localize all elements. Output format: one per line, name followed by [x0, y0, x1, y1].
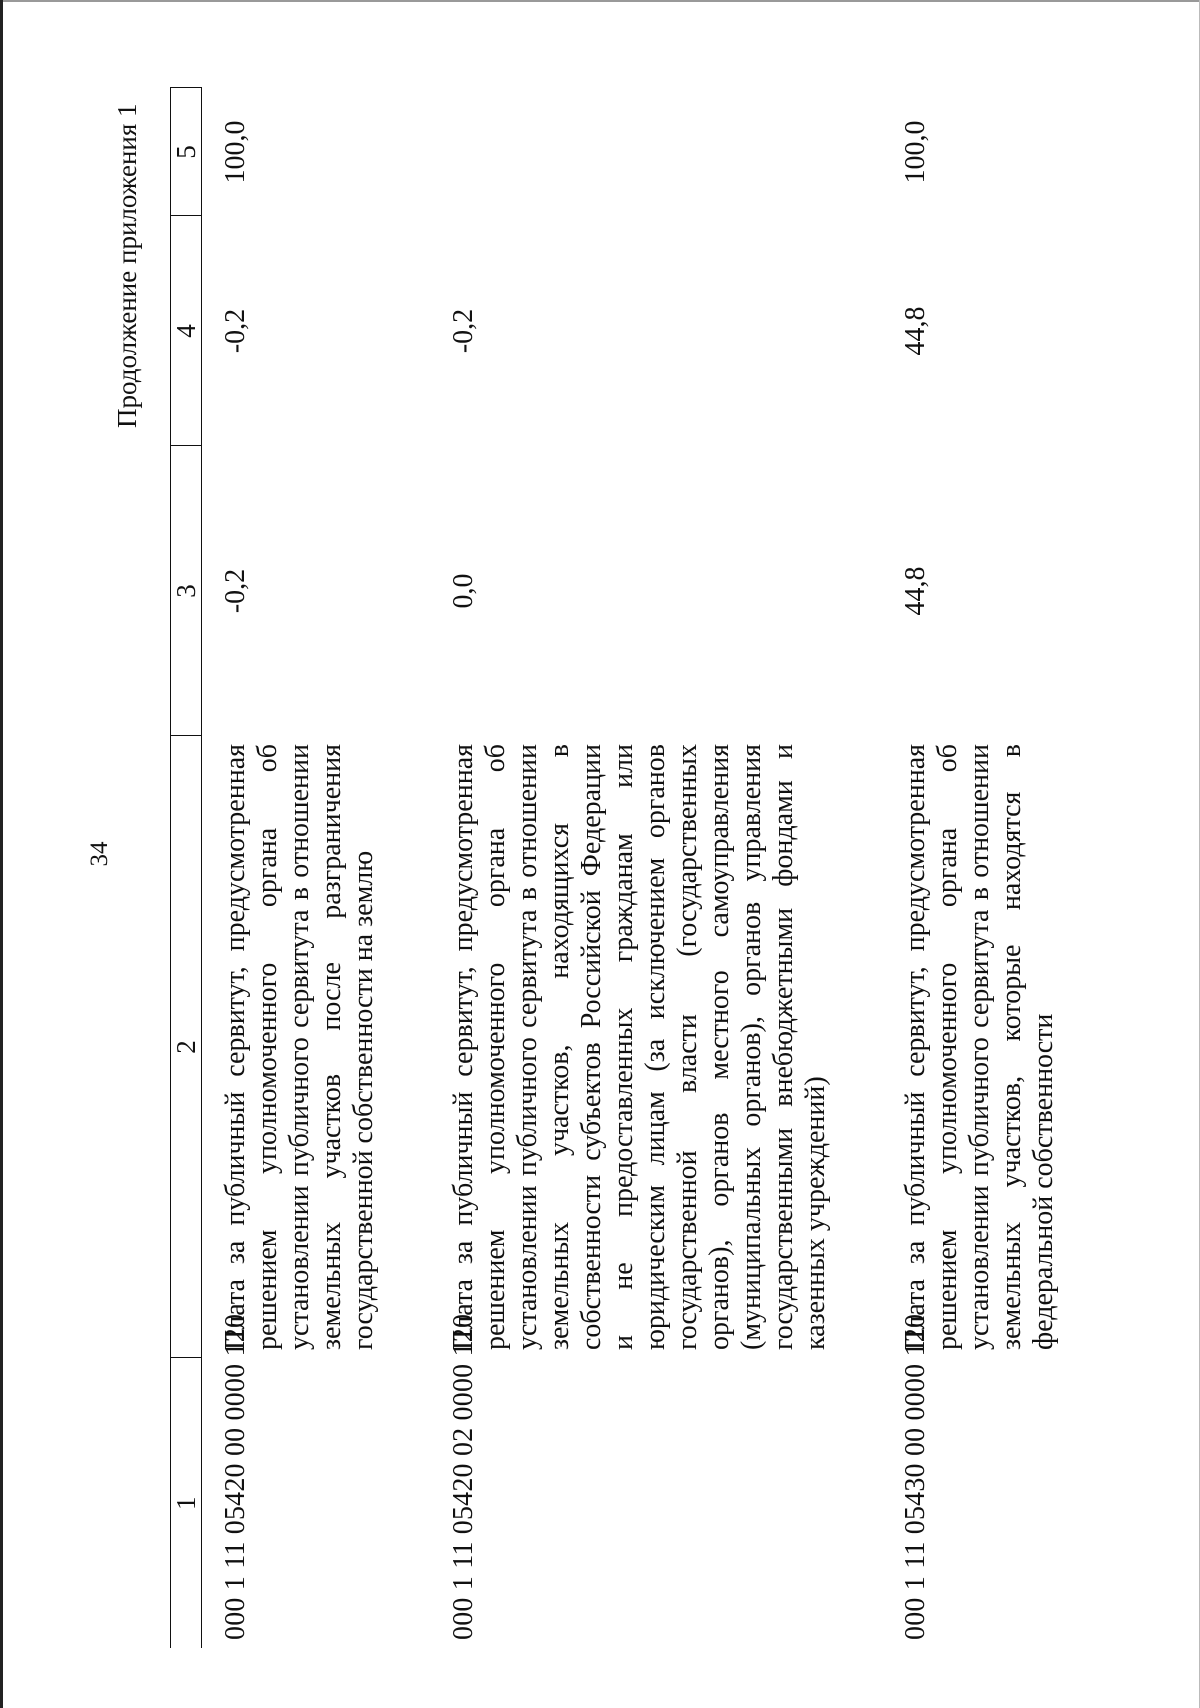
table-header-row: [171, 88, 202, 1648]
revenue-table: [170, 88, 1110, 1649]
income-name: Плата за публичный сервитут, предусмотренная решением уполномоченного органа об установлении публичного сервитута в отношении земельных участков, находящихся в собственности субъектов Российской Федерации и не предоставленных гражданам или юридическим лицам (за исключением органов государственной власти (государственных органов), органов местного самоуправления (муниципальных органов), органов управления государственными внебюджетными фондами и казенных учреждений): [448, 744, 831, 1350]
column-header-2: 2: [171, 736, 202, 1358]
table-row: [882, 88, 1110, 1648]
value-col4: 44,8: [900, 306, 931, 356]
value-col4: -0,2: [448, 308, 479, 354]
income-name: Плата за публичный сервитут, предусмотренная решением уполномоченного органа об установлении публичного сервитута в отношении земельных участков после разграничения государственной собственности на землю: [220, 744, 379, 1350]
value-col3: 0,0: [448, 573, 479, 609]
value-col3: -0,2: [220, 568, 251, 614]
value-col5: 100,0: [900, 120, 931, 184]
value-col5: [430, 88, 882, 216]
income-code: 000 1 11 05430 00 0000 120: [900, 1313, 931, 1640]
table-row: [202, 88, 431, 1648]
table-row: [430, 88, 882, 1648]
value-col4: -0,2: [220, 308, 251, 354]
income-code: 000 1 11 05420 00 0000 120: [220, 1313, 251, 1640]
income-code: 000 1 11 05420 02 0000 120: [448, 1313, 479, 1640]
column-header-4: 4: [171, 216, 202, 446]
column-header-1: 1: [171, 1358, 202, 1648]
value-col5: 100,0: [220, 120, 251, 184]
appendix-continuation-label: Продолжение приложения 1: [112, 103, 142, 428]
column-header-3: 3: [171, 446, 202, 736]
income-name: Плата за публичный сервитут, предусмотренная решением уполномоченного органа об установлении публичного сервитута в отношении земельных участков, которые находятся в федеральной собственности: [900, 744, 1059, 1350]
value-col3: 44,8: [900, 566, 931, 616]
column-header-5: 5: [171, 88, 202, 216]
page-number: 34: [86, 841, 113, 867]
